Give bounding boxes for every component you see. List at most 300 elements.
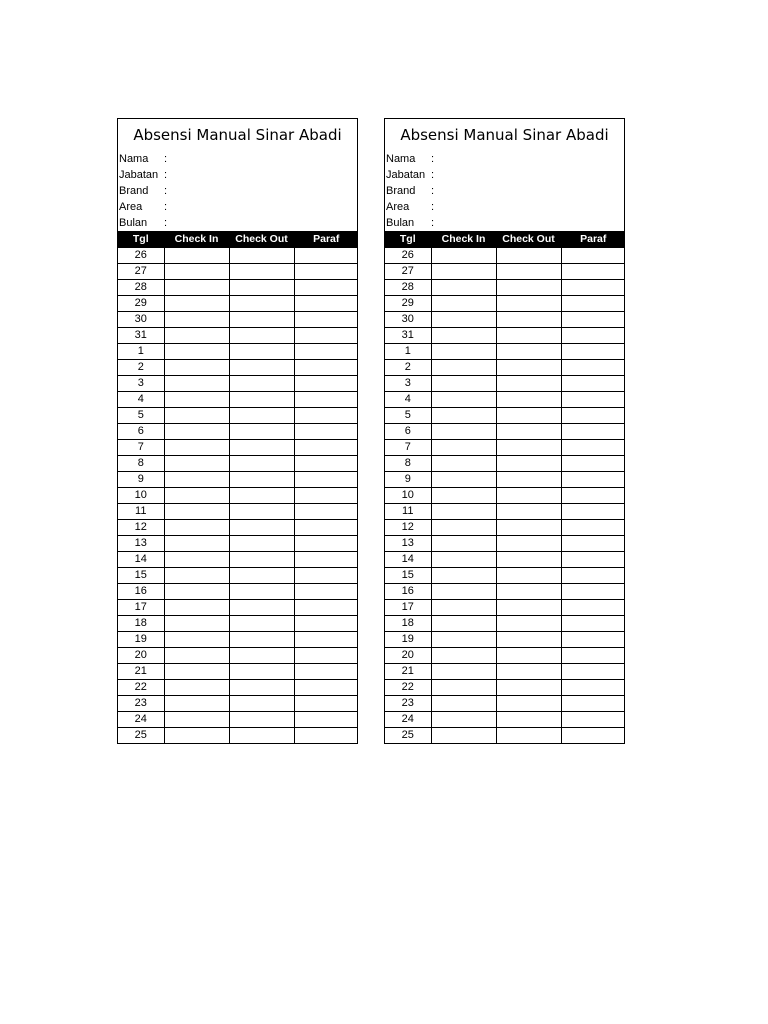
- attendance-table: [385, 231, 625, 743]
- paraf-cell[interactable]: [294, 536, 358, 552]
- info-row-brand: [118, 183, 357, 199]
- check-out-cell[interactable]: [229, 536, 294, 552]
- check-in-cell[interactable]: [164, 568, 229, 584]
- check-out-cell[interactable]: [496, 696, 561, 712]
- column-header-check-out: Check Out: [229, 232, 294, 248]
- info-value-field[interactable]: [174, 151, 357, 167]
- table-row: [118, 280, 358, 296]
- paraf-cell[interactable]: [294, 264, 358, 280]
- paraf-cell[interactable]: [561, 440, 625, 456]
- check-out-cell[interactable]: [496, 680, 561, 696]
- column-header-paraf: Paraf: [561, 232, 625, 248]
- paraf-cell[interactable]: [294, 520, 358, 536]
- paraf-cell[interactable]: [561, 600, 625, 616]
- column-header-tgl: Tgl: [385, 232, 431, 248]
- check-out-cell[interactable]: [496, 472, 561, 488]
- check-out-cell[interactable]: [229, 312, 294, 328]
- info-label: Brand: [386, 185, 416, 197]
- check-in-cell[interactable]: [164, 328, 229, 344]
- date-cell: 17: [385, 600, 431, 616]
- check-out-cell[interactable]: [229, 712, 294, 728]
- paraf-cell[interactable]: [561, 248, 625, 264]
- date-cell: 9: [385, 472, 431, 488]
- info-value-field[interactable]: [174, 215, 357, 231]
- paraf-cell[interactable]: [294, 456, 358, 472]
- check-out-cell[interactable]: [496, 344, 561, 360]
- paraf-cell[interactable]: [561, 312, 625, 328]
- date-cell: 10: [118, 488, 164, 504]
- paraf-cell[interactable]: [294, 728, 358, 744]
- table-row: [385, 456, 625, 472]
- check-out-cell[interactable]: [229, 296, 294, 312]
- paraf-cell[interactable]: [561, 408, 625, 424]
- sheet-title: Absensi Manual Sinar Abadi: [400, 126, 609, 144]
- paraf-cell[interactable]: [561, 712, 625, 728]
- check-out-cell[interactable]: [229, 456, 294, 472]
- paraf-cell[interactable]: [294, 408, 358, 424]
- date-cell: 23: [385, 696, 431, 712]
- check-in-cell[interactable]: [431, 408, 496, 424]
- check-out-cell[interactable]: [229, 440, 294, 456]
- check-in-cell[interactable]: [164, 536, 229, 552]
- check-out-cell[interactable]: [229, 280, 294, 296]
- check-out-cell[interactable]: [496, 296, 561, 312]
- table-row: [118, 584, 358, 600]
- check-out-cell[interactable]: [229, 472, 294, 488]
- table-row: [118, 504, 358, 520]
- check-out-cell[interactable]: [229, 504, 294, 520]
- paraf-cell[interactable]: [294, 632, 358, 648]
- info-value-field[interactable]: [441, 199, 624, 215]
- info-row-bulan: [118, 215, 357, 231]
- info-value-field[interactable]: [174, 167, 357, 183]
- table-row: [385, 328, 625, 344]
- date-cell: 22: [118, 680, 164, 696]
- info-value-field[interactable]: [441, 151, 624, 167]
- date-cell: 16: [385, 584, 431, 600]
- check-out-cell[interactable]: [496, 248, 561, 264]
- table-row: [118, 392, 358, 408]
- check-in-cell[interactable]: [431, 536, 496, 552]
- check-out-cell[interactable]: [496, 632, 561, 648]
- table-header-row: [118, 232, 358, 248]
- date-cell: 13: [118, 536, 164, 552]
- check-in-cell[interactable]: [431, 568, 496, 584]
- paraf-cell[interactable]: [561, 264, 625, 280]
- paraf-cell[interactable]: [294, 328, 358, 344]
- table-row: [385, 568, 625, 584]
- paraf-cell[interactable]: [561, 584, 625, 600]
- table-row: [385, 408, 625, 424]
- info-row-nama: [118, 151, 357, 167]
- check-in-cell[interactable]: [164, 712, 229, 728]
- paraf-cell[interactable]: [294, 680, 358, 696]
- info-block: [385, 151, 624, 231]
- paraf-cell[interactable]: [294, 312, 358, 328]
- paraf-cell[interactable]: [294, 424, 358, 440]
- paraf-cell[interactable]: [561, 360, 625, 376]
- date-cell: 31: [385, 328, 431, 344]
- check-out-cell[interactable]: [496, 312, 561, 328]
- check-out-cell[interactable]: [496, 376, 561, 392]
- paraf-cell[interactable]: [561, 328, 625, 344]
- table-row: [118, 328, 358, 344]
- paraf-cell[interactable]: [561, 392, 625, 408]
- info-row-area: [385, 199, 624, 215]
- paraf-cell[interactable]: [561, 552, 625, 568]
- date-cell: 14: [118, 552, 164, 568]
- check-in-cell[interactable]: [431, 504, 496, 520]
- paraf-cell[interactable]: [561, 280, 625, 296]
- check-in-cell[interactable]: [431, 728, 496, 744]
- info-label: Bulan: [386, 217, 415, 229]
- check-in-cell[interactable]: [431, 600, 496, 616]
- check-in-cell[interactable]: [164, 504, 229, 520]
- check-in-cell[interactable]: [164, 664, 229, 680]
- check-out-cell[interactable]: [496, 712, 561, 728]
- check-in-cell[interactable]: [431, 248, 496, 264]
- table-header-row: [385, 232, 625, 248]
- check-out-cell[interactable]: [496, 552, 561, 568]
- paraf-cell[interactable]: [561, 616, 625, 632]
- table-row: [385, 344, 625, 360]
- table-row: [118, 568, 358, 584]
- paraf-cell[interactable]: [561, 488, 625, 504]
- paraf-cell[interactable]: [294, 488, 358, 504]
- table-row: [385, 600, 625, 616]
- paraf-cell[interactable]: [561, 296, 625, 312]
- table-row: [385, 616, 625, 632]
- check-out-cell[interactable]: [496, 392, 561, 408]
- check-out-cell[interactable]: [496, 568, 561, 584]
- check-in-cell[interactable]: [431, 664, 496, 680]
- table-row: [385, 696, 625, 712]
- check-out-cell[interactable]: [496, 440, 561, 456]
- paraf-cell[interactable]: [561, 648, 625, 664]
- check-in-cell[interactable]: [431, 312, 496, 328]
- check-out-cell[interactable]: [229, 360, 294, 376]
- check-out-cell[interactable]: [229, 664, 294, 680]
- check-in-cell[interactable]: [164, 520, 229, 536]
- paraf-cell[interactable]: [561, 696, 625, 712]
- date-cell: 7: [118, 440, 164, 456]
- date-cell: 28: [385, 280, 431, 296]
- paraf-cell[interactable]: [294, 472, 358, 488]
- check-in-cell[interactable]: [431, 584, 496, 600]
- check-out-cell[interactable]: [496, 520, 561, 536]
- check-out-cell[interactable]: [496, 424, 561, 440]
- check-out-cell[interactable]: [229, 648, 294, 664]
- date-cell: 30: [118, 312, 164, 328]
- check-in-cell[interactable]: [164, 264, 229, 280]
- date-cell: 11: [385, 504, 431, 520]
- table-row: [118, 296, 358, 312]
- check-in-cell[interactable]: [431, 280, 496, 296]
- check-in-cell[interactable]: [431, 696, 496, 712]
- table-row: [385, 248, 625, 264]
- check-out-cell[interactable]: [496, 488, 561, 504]
- table-row: [385, 536, 625, 552]
- table-row: [118, 376, 358, 392]
- table-row: [118, 456, 358, 472]
- check-in-cell[interactable]: [431, 680, 496, 696]
- check-out-cell[interactable]: [496, 584, 561, 600]
- check-out-cell[interactable]: [229, 600, 294, 616]
- table-row: [385, 360, 625, 376]
- table-row: [118, 696, 358, 712]
- paraf-cell[interactable]: [294, 296, 358, 312]
- date-cell: 3: [385, 376, 431, 392]
- info-label: Nama: [386, 153, 416, 165]
- check-in-cell[interactable]: [431, 360, 496, 376]
- check-out-cell[interactable]: [229, 392, 294, 408]
- check-in-cell[interactable]: [164, 344, 229, 360]
- paraf-cell[interactable]: [561, 456, 625, 472]
- date-cell: 15: [385, 568, 431, 584]
- paraf-cell[interactable]: [294, 696, 358, 712]
- check-out-cell[interactable]: [496, 648, 561, 664]
- check-in-cell[interactable]: [431, 264, 496, 280]
- table-row: [385, 584, 625, 600]
- check-out-cell[interactable]: [229, 728, 294, 744]
- check-in-cell[interactable]: [164, 376, 229, 392]
- info-value-field[interactable]: [174, 199, 357, 215]
- check-in-cell[interactable]: [164, 632, 229, 648]
- check-out-cell[interactable]: [496, 360, 561, 376]
- check-out-cell[interactable]: [496, 408, 561, 424]
- table-row: [118, 312, 358, 328]
- check-in-cell[interactable]: [431, 456, 496, 472]
- date-cell: 27: [385, 264, 431, 280]
- date-cell: 29: [118, 296, 164, 312]
- info-block: [118, 151, 357, 231]
- paraf-cell[interactable]: [561, 520, 625, 536]
- check-in-cell[interactable]: [431, 488, 496, 504]
- check-in-cell[interactable]: [164, 280, 229, 296]
- check-out-cell[interactable]: [229, 408, 294, 424]
- check-out-cell[interactable]: [229, 680, 294, 696]
- paraf-cell[interactable]: [561, 728, 625, 744]
- check-out-cell[interactable]: [496, 328, 561, 344]
- paraf-cell[interactable]: [561, 376, 625, 392]
- info-label: Bulan: [119, 217, 148, 229]
- info-row-bulan: [385, 215, 624, 231]
- check-out-cell[interactable]: [229, 632, 294, 648]
- date-cell: 28: [118, 280, 164, 296]
- table-row: [118, 248, 358, 264]
- paraf-cell[interactable]: [294, 648, 358, 664]
- paraf-cell[interactable]: [561, 344, 625, 360]
- check-in-cell[interactable]: [431, 552, 496, 568]
- date-cell: 5: [118, 408, 164, 424]
- check-out-cell[interactable]: [229, 584, 294, 600]
- info-row-jabatan: [118, 167, 357, 183]
- table-row: [118, 632, 358, 648]
- table-row: [118, 520, 358, 536]
- check-out-cell[interactable]: [496, 536, 561, 552]
- info-label: Jabatan: [386, 169, 426, 181]
- check-in-cell[interactable]: [431, 392, 496, 408]
- table-row: [385, 632, 625, 648]
- info-label: Area: [119, 201, 143, 213]
- check-in-cell[interactable]: [431, 616, 496, 632]
- paraf-cell[interactable]: [294, 584, 358, 600]
- check-in-cell[interactable]: [164, 296, 229, 312]
- info-value-field[interactable]: [174, 183, 357, 199]
- check-in-cell[interactable]: [164, 424, 229, 440]
- date-cell: 3: [118, 376, 164, 392]
- date-cell: 2: [118, 360, 164, 376]
- check-out-cell[interactable]: [229, 328, 294, 344]
- table-row: [385, 472, 625, 488]
- date-cell: 13: [385, 536, 431, 552]
- check-in-cell[interactable]: [164, 616, 229, 632]
- check-in-cell[interactable]: [431, 632, 496, 648]
- check-in-cell[interactable]: [431, 424, 496, 440]
- check-in-cell[interactable]: [431, 440, 496, 456]
- check-in-cell[interactable]: [431, 712, 496, 728]
- check-in-cell[interactable]: [431, 328, 496, 344]
- info-colon: :: [431, 185, 435, 197]
- paraf-cell[interactable]: [294, 552, 358, 568]
- check-in-cell[interactable]: [164, 392, 229, 408]
- check-in-cell[interactable]: [164, 408, 229, 424]
- table-row: [118, 728, 358, 744]
- check-out-cell[interactable]: [229, 696, 294, 712]
- check-in-cell[interactable]: [164, 648, 229, 664]
- date-cell: 16: [118, 584, 164, 600]
- check-in-cell[interactable]: [431, 296, 496, 312]
- table-row: [385, 552, 625, 568]
- date-cell: 4: [385, 392, 431, 408]
- table-row: [385, 520, 625, 536]
- paraf-cell[interactable]: [561, 632, 625, 648]
- paraf-cell[interactable]: [294, 664, 358, 680]
- table-row: [118, 440, 358, 456]
- paraf-cell[interactable]: [294, 280, 358, 296]
- date-cell: 21: [385, 664, 431, 680]
- paraf-cell[interactable]: [294, 360, 358, 376]
- paraf-cell[interactable]: [561, 424, 625, 440]
- paraf-cell[interactable]: [294, 392, 358, 408]
- check-in-cell[interactable]: [431, 520, 496, 536]
- date-cell: 25: [385, 728, 431, 744]
- check-in-cell[interactable]: [164, 728, 229, 744]
- date-cell: 15: [118, 568, 164, 584]
- check-out-cell[interactable]: [496, 456, 561, 472]
- paraf-cell[interactable]: [294, 712, 358, 728]
- table-row: [385, 488, 625, 504]
- check-in-cell[interactable]: [164, 360, 229, 376]
- check-in-cell[interactable]: [431, 648, 496, 664]
- date-cell: 11: [118, 504, 164, 520]
- table-row: [385, 680, 625, 696]
- date-cell: 1: [385, 344, 431, 360]
- paraf-cell[interactable]: [294, 600, 358, 616]
- paraf-cell[interactable]: [561, 536, 625, 552]
- check-out-cell[interactable]: [496, 600, 561, 616]
- paraf-cell[interactable]: [294, 248, 358, 264]
- check-out-cell[interactable]: [229, 264, 294, 280]
- attendance-sheet-right: [384, 118, 625, 744]
- date-cell: 24: [118, 712, 164, 728]
- column-header-check-in: Check In: [164, 232, 229, 248]
- paraf-cell[interactable]: [294, 440, 358, 456]
- table-row: [118, 360, 358, 376]
- check-in-cell[interactable]: [164, 456, 229, 472]
- check-out-cell[interactable]: [496, 664, 561, 680]
- info-row-brand: [385, 183, 624, 199]
- paraf-cell[interactable]: [294, 376, 358, 392]
- check-out-cell[interactable]: [229, 520, 294, 536]
- check-out-cell[interactable]: [229, 552, 294, 568]
- table-row: [385, 296, 625, 312]
- paraf-cell[interactable]: [294, 568, 358, 584]
- paraf-cell[interactable]: [561, 472, 625, 488]
- check-in-cell[interactable]: [164, 584, 229, 600]
- date-cell: 9: [118, 472, 164, 488]
- info-colon: :: [431, 217, 435, 229]
- table-row: [118, 536, 358, 552]
- check-in-cell[interactable]: [164, 248, 229, 264]
- check-out-cell[interactable]: [229, 344, 294, 360]
- paraf-cell[interactable]: [294, 344, 358, 360]
- check-in-cell[interactable]: [164, 440, 229, 456]
- date-cell: 12: [118, 520, 164, 536]
- paraf-cell[interactable]: [561, 504, 625, 520]
- info-value-field[interactable]: [441, 183, 624, 199]
- table-row: [385, 424, 625, 440]
- paraf-cell[interactable]: [561, 664, 625, 680]
- paraf-cell[interactable]: [561, 568, 625, 584]
- check-out-cell[interactable]: [229, 568, 294, 584]
- check-in-cell[interactable]: [164, 696, 229, 712]
- info-colon: :: [164, 217, 168, 229]
- check-in-cell[interactable]: [431, 376, 496, 392]
- check-out-cell[interactable]: [496, 264, 561, 280]
- date-cell: 12: [385, 520, 431, 536]
- date-cell: 17: [118, 600, 164, 616]
- paraf-cell[interactable]: [294, 504, 358, 520]
- check-in-cell[interactable]: [431, 344, 496, 360]
- sheet-title: Absensi Manual Sinar Abadi: [133, 126, 342, 144]
- info-value-field[interactable]: [441, 167, 624, 183]
- check-in-cell[interactable]: [431, 472, 496, 488]
- check-in-cell[interactable]: [164, 600, 229, 616]
- check-out-cell[interactable]: [496, 616, 561, 632]
- date-cell: 18: [118, 616, 164, 632]
- check-out-cell[interactable]: [229, 248, 294, 264]
- check-in-cell[interactable]: [164, 552, 229, 568]
- check-out-cell[interactable]: [229, 488, 294, 504]
- check-in-cell[interactable]: [164, 488, 229, 504]
- paraf-cell[interactable]: [294, 616, 358, 632]
- check-out-cell[interactable]: [229, 376, 294, 392]
- check-in-cell[interactable]: [164, 312, 229, 328]
- table-row: [385, 440, 625, 456]
- info-value-field[interactable]: [441, 215, 624, 231]
- check-out-cell[interactable]: [496, 728, 561, 744]
- check-out-cell[interactable]: [229, 616, 294, 632]
- check-out-cell[interactable]: [496, 280, 561, 296]
- info-label: Area: [386, 201, 410, 213]
- check-out-cell[interactable]: [496, 504, 561, 520]
- check-in-cell[interactable]: [164, 472, 229, 488]
- check-out-cell[interactable]: [229, 424, 294, 440]
- check-in-cell[interactable]: [164, 680, 229, 696]
- paraf-cell[interactable]: [561, 680, 625, 696]
- table-row: [118, 712, 358, 728]
